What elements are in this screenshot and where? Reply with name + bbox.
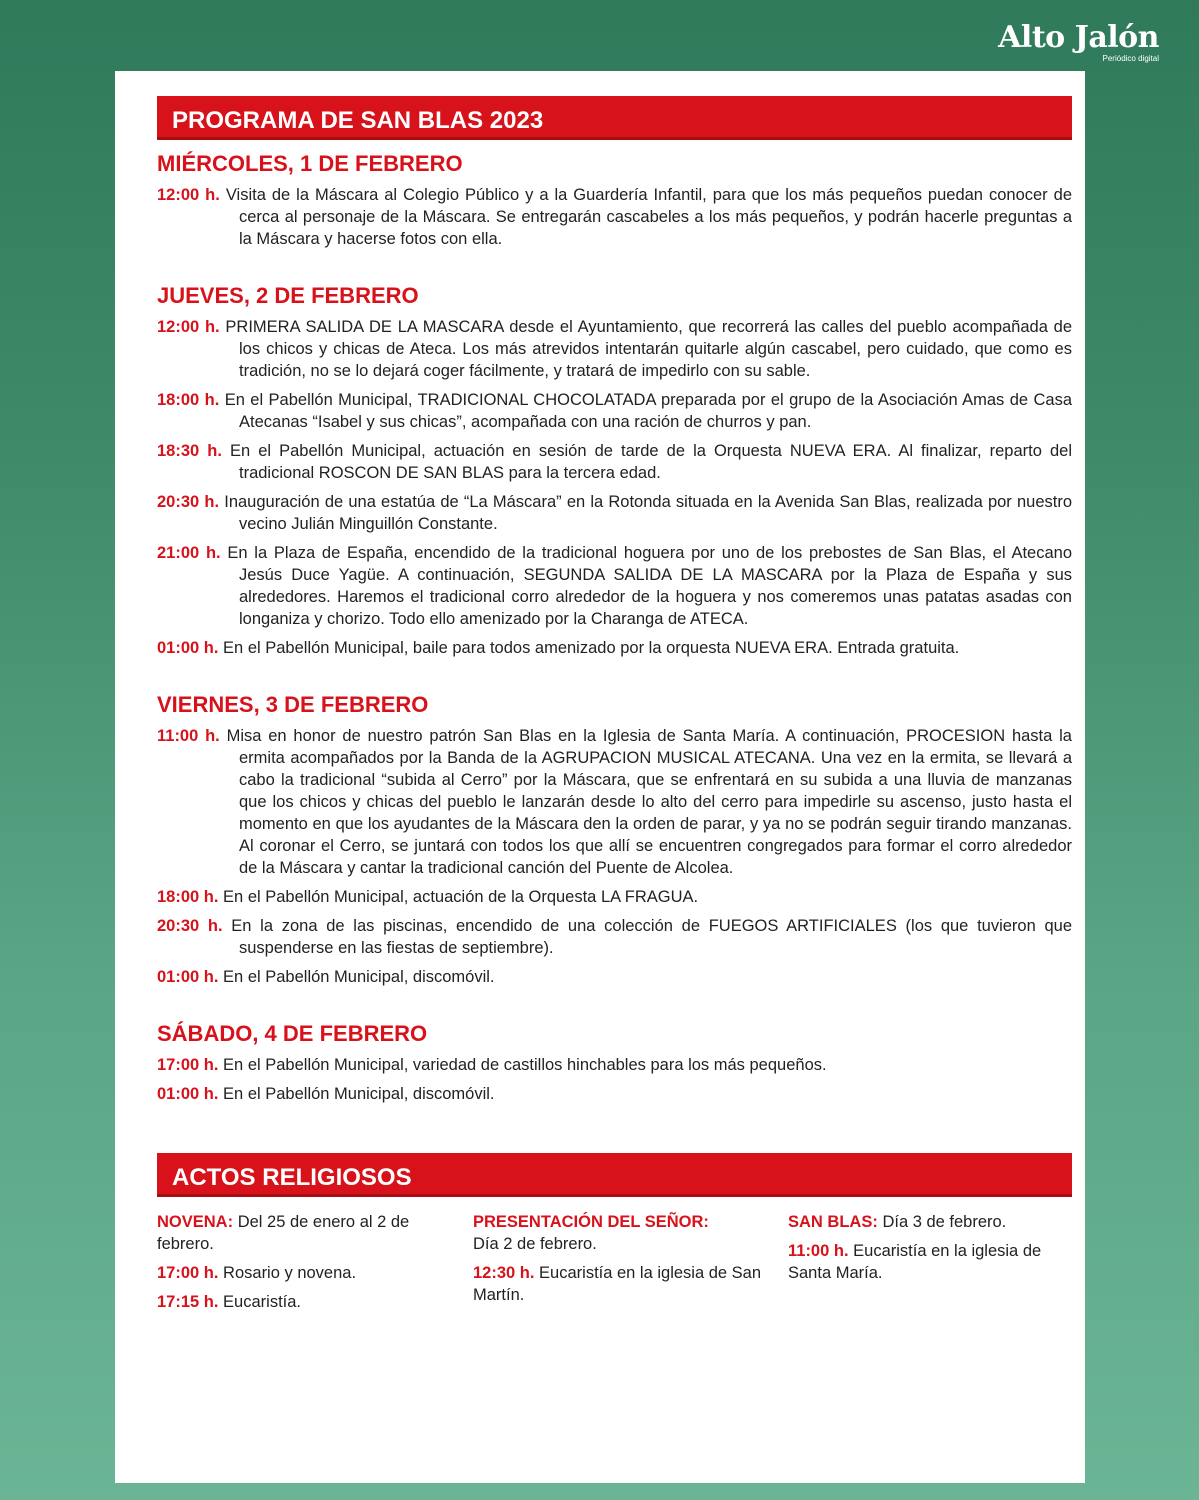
entry-time: 20:30 h.: [157, 917, 223, 935]
days-list: [157, 152, 1072, 1105]
entry-text: Misa en honor de nuestro patrón San Blas en la Iglesia de Santa María. A continuación, PROCESION hasta la ermita acompañados por la Banda de la AGRUPACION MUSICAL ATECANA. Una vez en la ermita, se llevará a cabo la tradicional “subida al Cerro” por la Máscara, que se enfrentará en su subida a una lluvia de manzanas que los chicos y chicas del pueblo le lanzarán desde lo alto del cerro para impedirle su ascenso, justo hasta el momento en que los ayudantes de la Máscara den la orden de parar, y ya no se podrán seguir tirando manzanas. Al coronar el Cerro, se juntará con todos los que allí se encuentren congregados para formar el corro alrededor de la Máscara y cantar la tradicional canción del Puente de Alcolea.: [226, 727, 1072, 877]
presentacion-desc: Eucaristía en la iglesia de San Martín.: [473, 1264, 762, 1304]
novena-column: [157, 1211, 457, 1320]
novena-desc: Eucaristía.: [223, 1293, 301, 1311]
schedule-entry: [157, 491, 1072, 535]
entry-time: 18:00 h.: [157, 391, 220, 409]
novena-label: NOVENA:: [157, 1213, 234, 1231]
program-title: PROGRAMA DE SAN BLAS 2023: [157, 96, 1072, 140]
sanblas-desc: Eucaristía en la iglesia de Santa María.: [788, 1242, 1042, 1282]
entry-time: 21:00 h.: [157, 544, 221, 562]
presentacion-item: [473, 1262, 763, 1306]
schedule-entry: [157, 966, 1072, 988]
entry-text: En el Pabellón Municipal, baile para todos amenizado por la orquesta NUEVA ERA. Entrada gratuita.: [223, 639, 960, 657]
entry-text: En el Pabellón Municipal, discomóvil.: [223, 1085, 495, 1103]
day-title: VIERNES, 3 DE FEBRERO: [157, 692, 429, 717]
day-section: [157, 693, 1072, 988]
entry-text: Visita de la Máscara al Colegio Público y a la Guardería Infantil, para que los más pequeños puedan conocer de cerca al personaje de la Máscara. Se entregarán cascabeles a los más pequeños, y podrán hacerle preguntas a la Máscara y hacerse fotos con ella.: [225, 186, 1072, 248]
entry-time: 17:00 h.: [157, 1056, 219, 1074]
schedule-entry: [157, 915, 1072, 959]
novena-item: [157, 1291, 457, 1313]
entry-text: En la zona de las piscinas, encendido de una colección de FUEGOS ARTIFICIALES (los que tuvieron que suspenderse en las fiestas de septiembre).: [231, 917, 1073, 957]
logo-subtitle: Periódico digital: [1102, 54, 1159, 63]
schedule-entry: [157, 1054, 1072, 1076]
entry-time: 20:30 h.: [157, 493, 220, 511]
schedule-entry: [157, 542, 1072, 630]
sanblas-time: 11:00 h.: [788, 1242, 849, 1260]
entry-time: 12:00 h.: [157, 318, 220, 336]
day-title: JUEVES, 2 DE FEBRERO: [157, 283, 419, 308]
novena-desc: Rosario y novena.: [223, 1264, 357, 1282]
sanblas-item: [788, 1240, 1068, 1284]
entry-text: En el Pabellón Municipal, actuación en sesión de tarde de la Orquesta NUEVA ERA. Al finalizar, reparto del tradicional ROSCON DE SAN BLAS para la tercera edad.: [229, 442, 1072, 482]
entry-time: 01:00 h.: [157, 968, 219, 986]
entry-text: PRIMERA SALIDA DE LA MASCARA desde el Ayuntamiento, que recorrerá las calles del pueblo acompañada de los chicos y chicas de Ateca. Los más atrevidos intentarán quitarle algún cascabel, pero cuidado, que como es tradición, no se lo dejará coger fácilmente, y tratará de impedirlo con su sable.: [225, 318, 1073, 380]
day-section: [157, 152, 1072, 250]
novena-time: 17:15 h.: [157, 1293, 219, 1311]
entry-text: En el Pabellón Municipal, variedad de castillos hinchables para los más pequeños.: [223, 1056, 827, 1074]
entry-text: En el Pabellón Municipal, TRADICIONAL CHOCOLATADA preparada por el grupo de la Asociación Amas de Casa Atecanas “Isabel y sus chicas”, acompañada con una ración de churros y pan.: [224, 391, 1072, 431]
entry-text: En la Plaza de España, encendido de la tradicional hoguera por uno de los prebostes de San Blas, el Atecano Jesús Duce Yagüe. A continuación, SEGUNDA SALIDA DE LA MASCARA por la Plaza de España y sus alrededores. Haremos el tradicional corro alrededor de la hoguera y nos comeremos unas patatas asadas con longaniza y chorizo. Todo ello amenizado por la Charanga de ATECA.: [227, 544, 1073, 628]
schedule-entry: [157, 886, 1072, 908]
schedule-entry: [157, 637, 1072, 659]
presentacion-column: [473, 1211, 763, 1320]
presentacion-label: PRESENTACIÓN DEL SEÑOR:: [473, 1213, 709, 1231]
sanblas-column: [788, 1211, 1068, 1320]
schedule-entry: [157, 316, 1072, 382]
entry-time: 01:00 h.: [157, 1085, 219, 1103]
novena-intro: [157, 1211, 457, 1255]
presentacion-time: 12:30 h.: [473, 1264, 535, 1282]
religious-title: ACTOS RELIGIOSOS: [157, 1153, 1072, 1197]
novena-time: 17:00 h.: [157, 1264, 219, 1282]
novena-text: Del 25 de enero al 2 de febrero.: [157, 1213, 410, 1253]
schedule-entry: [157, 389, 1072, 433]
entry-time: 18:30 h.: [157, 442, 222, 460]
schedule-entry: [157, 440, 1072, 484]
entry-text: En el Pabellón Municipal, discomóvil.: [223, 968, 495, 986]
logo: [998, 22, 1159, 63]
day-section: [157, 1022, 1072, 1105]
entry-text: En el Pabellón Municipal, actuación de la Orquesta LA FRAGUA.: [223, 888, 699, 906]
entry-time: 01:00 h.: [157, 639, 219, 657]
logo-title: Alto Jalón: [998, 20, 1159, 55]
program-sheet: [115, 71, 1085, 1483]
entry-time: 11:00 h.: [157, 727, 220, 745]
entry-time: 12:00 h.: [157, 186, 220, 204]
schedule-entry: [157, 1083, 1072, 1105]
entry-text: Inauguración de una estatúa de “La Máscara” en la Rotonda situada en la Avenida San Blas, realizada por nuestro vecino Julián Minguillón Constante.: [224, 493, 1072, 533]
day-title: MIÉRCOLES, 1 DE FEBRERO: [157, 151, 463, 176]
presentacion-text: Día 2 de febrero.: [473, 1235, 597, 1253]
religious-columns: [157, 1211, 1072, 1320]
day-title: SÁBADO, 4 DE FEBRERO: [157, 1021, 428, 1046]
schedule-entry: [157, 725, 1072, 879]
sanblas-label: SAN BLAS:: [788, 1213, 878, 1231]
sanblas-intro: [788, 1211, 1068, 1233]
novena-item: [157, 1262, 457, 1284]
schedule-entry: [157, 184, 1072, 250]
sanblas-text: Día 3 de febrero.: [882, 1213, 1007, 1231]
entry-time: 18:00 h.: [157, 888, 219, 906]
day-section: [157, 284, 1072, 659]
presentacion-intro: [473, 1211, 763, 1255]
